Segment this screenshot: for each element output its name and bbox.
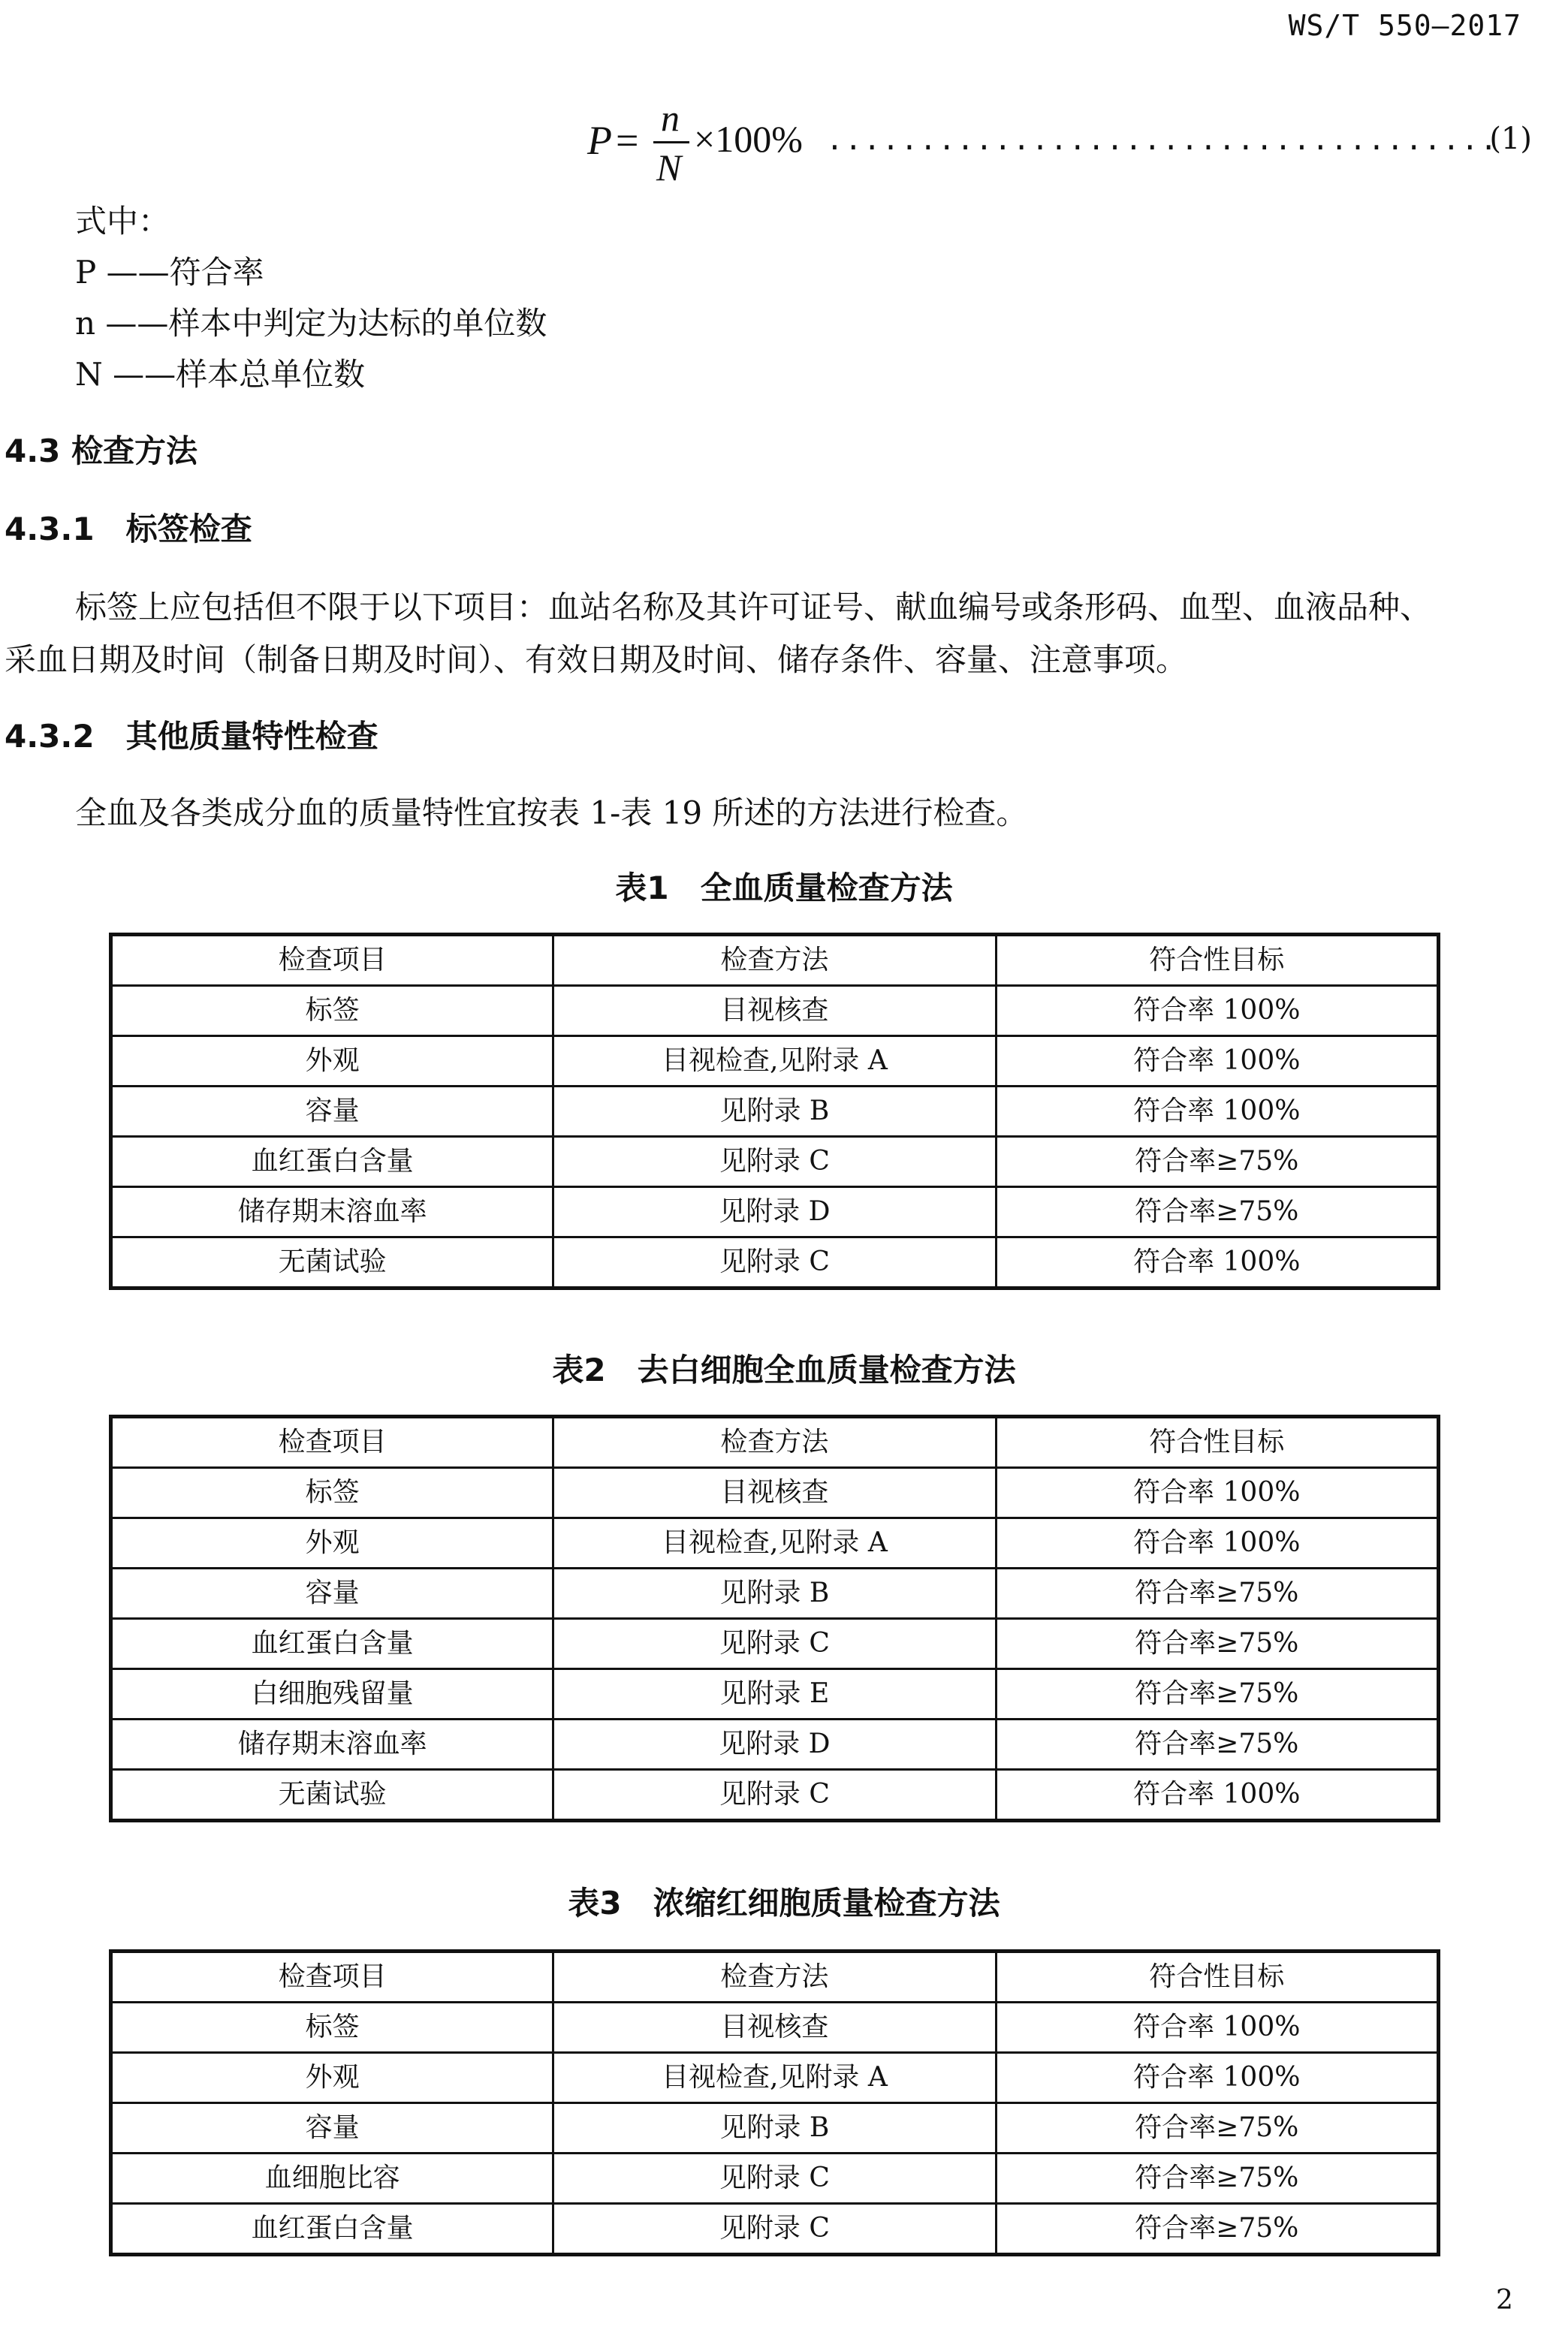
- formula-numerator: n: [661, 97, 680, 139]
- table-header-row: [111, 1952, 1439, 2003]
- formula-equals: =: [616, 118, 639, 163]
- paragraph-label-line-1: 标签上应包括但不限于以下项目：血站名称及其许可证号、献血编号或条形码、血型、血液品种、: [75, 589, 1432, 625]
- table-row: [111, 2103, 1439, 2154]
- table-cell: 符合率≥75%: [996, 2154, 1438, 2204]
- table-row: [111, 2053, 1439, 2103]
- table-cell: 见附录 C: [553, 1619, 996, 1669]
- where-label: 式中：: [75, 203, 170, 240]
- table-cell: 见附录 E: [553, 1669, 996, 1720]
- table-cell: 见附录 C: [553, 1137, 996, 1187]
- table-cell: 见附录 C: [553, 2154, 996, 2204]
- table-cell: 符合率 100%: [996, 1036, 1438, 1087]
- table-cell: 目视检查,见附录 A: [553, 2053, 996, 2103]
- table-cell: 符合率≥75%: [996, 1619, 1438, 1669]
- table-cell: 血红蛋白含量: [111, 2204, 553, 2255]
- fraction-bar: [653, 141, 689, 143]
- table-cell: 标签: [111, 2003, 553, 2053]
- formula-multiplier: ×100%: [694, 118, 803, 160]
- header-cell: 检查方法: [553, 1417, 996, 1468]
- table-cell: 符合率≥75%: [996, 1137, 1438, 1187]
- section-heading-4-3-2: 4.3.2 其他质量特性检查: [5, 718, 378, 755]
- table-cell: 符合率 100%: [996, 1237, 1438, 1289]
- table-cell: 符合率≥75%: [996, 2103, 1438, 2154]
- table-row: [111, 986, 1439, 1036]
- header-cell: 检查项目: [111, 1417, 553, 1468]
- table-cell: 见附录 B: [553, 2103, 996, 2154]
- table-cell: 符合率 100%: [996, 1087, 1438, 1137]
- table-cell: 见附录 B: [553, 1569, 996, 1619]
- formula-lhs: P: [587, 118, 612, 163]
- table-cell: 符合率 100%: [996, 986, 1438, 1036]
- table-cell: 见附录 D: [553, 1187, 996, 1237]
- table-2-caption: 表2 去白细胞全血质量检查方法: [552, 1352, 1016, 1388]
- table-cell: 见附录 D: [553, 1720, 996, 1770]
- table-3-caption: 表3 浓缩红细胞质量检查方法: [568, 1885, 1000, 1922]
- table-cell: 储存期末溶血率: [111, 1187, 553, 1237]
- table-cell: 容量: [111, 1087, 553, 1137]
- table-cell: 血红蛋白含量: [111, 1619, 553, 1669]
- table-cell: 外观: [111, 1518, 553, 1569]
- document-code-header: WS/T 550—2017: [1288, 9, 1521, 42]
- table-1-caption: 表1 全血质量检查方法: [615, 870, 953, 906]
- header-cell: 符合性目标: [996, 1952, 1438, 2003]
- table-cell: 标签: [111, 986, 553, 1036]
- table-2: [109, 1415, 1440, 1822]
- table-row: [111, 1187, 1439, 1237]
- table-header-row: [111, 1417, 1439, 1468]
- header-cell: 检查项目: [111, 935, 553, 986]
- table-3: [109, 1949, 1440, 2256]
- table-1: [109, 933, 1440, 1290]
- header-cell: 符合性目标: [996, 1417, 1438, 1468]
- table-row: [111, 1770, 1439, 1821]
- table-cell: 见附录 C: [553, 2204, 996, 2255]
- paragraph-label-line-2: 采血日期及时间（制备日期及时间）、有效日期及时间、储存条件、容量、注意事项。: [5, 641, 1188, 678]
- table-cell: 外观: [111, 1036, 553, 1087]
- section-heading-4-3-1: 4.3.1 标签检查: [5, 511, 252, 547]
- table-row: [111, 2154, 1439, 2204]
- table-cell: 符合率 100%: [996, 1518, 1438, 1569]
- page-number: 2: [1496, 2285, 1513, 2316]
- table-cell: 符合率≥75%: [996, 1569, 1438, 1619]
- definition-N: N ——样本总单位数: [75, 356, 366, 393]
- header-cell: 检查项目: [111, 1952, 553, 2003]
- table-cell: 血细胞比容: [111, 2154, 553, 2204]
- table-cell: 目视核查: [553, 2003, 996, 2053]
- table-cell: 白细胞残留量: [111, 1669, 553, 1720]
- paragraph-quality-check: 全血及各类成分血的质量特性宜按表 1-表 19 所述的方法进行检查。: [75, 794, 1028, 831]
- table-cell: 见附录 C: [553, 1770, 996, 1821]
- table-cell: 外观: [111, 2053, 553, 2103]
- formula-denominator: N: [656, 146, 682, 188]
- table-cell: 目视核查: [553, 1468, 996, 1518]
- table-cell: 符合率≥75%: [996, 1720, 1438, 1770]
- table-cell: 标签: [111, 1468, 553, 1518]
- table-cell: 符合率 100%: [996, 1770, 1438, 1821]
- table-row: [111, 1468, 1439, 1518]
- table-cell: 见附录 B: [553, 1087, 996, 1137]
- table-header-row: [111, 935, 1439, 986]
- table-row: [111, 1619, 1439, 1669]
- table-row: [111, 2003, 1439, 2053]
- table-cell: 符合率≥75%: [996, 1187, 1438, 1237]
- table-cell: 符合率 100%: [996, 1468, 1438, 1518]
- table-row: [111, 2204, 1439, 2255]
- definition-p: P ——符合率: [75, 254, 264, 291]
- table-row: [111, 1720, 1439, 1770]
- formula-number: (1): [1489, 122, 1532, 156]
- table-cell: 血红蛋白含量: [111, 1137, 553, 1187]
- table-cell: 无菌试验: [111, 1770, 553, 1821]
- table-cell: 符合率≥75%: [996, 2204, 1438, 2255]
- table-row: [111, 1036, 1439, 1087]
- table-cell: 目视核查: [553, 986, 996, 1036]
- table-row: [111, 1237, 1439, 1289]
- table-row: [111, 1137, 1439, 1187]
- table-row: [111, 1087, 1439, 1137]
- table-cell: 容量: [111, 1569, 553, 1619]
- formula-leader-dots: ....................................: [826, 123, 1499, 156]
- table-row: [111, 1669, 1439, 1720]
- table-row: [111, 1569, 1439, 1619]
- formula-1: [578, 96, 1547, 194]
- table-cell: 目视检查,见附录 A: [553, 1518, 996, 1569]
- header-cell: 符合性目标: [996, 935, 1438, 986]
- header-cell: 检查方法: [553, 935, 996, 986]
- table-cell: 符合率 100%: [996, 2053, 1438, 2103]
- definition-n: n ——样本中判定为达标的单位数: [75, 305, 547, 342]
- section-heading-4-3: 4.3 检查方法: [5, 433, 198, 469]
- table-row: [111, 1518, 1439, 1569]
- table-cell: 符合率 100%: [996, 2003, 1438, 2053]
- table-cell: 无菌试验: [111, 1237, 553, 1289]
- header-cell: 检查方法: [553, 1952, 996, 2003]
- table-cell: 见附录 C: [553, 1237, 996, 1289]
- table-cell: 符合率≥75%: [996, 1669, 1438, 1720]
- table-cell: 储存期末溶血率: [111, 1720, 553, 1770]
- table-cell: 目视检查,见附录 A: [553, 1036, 996, 1087]
- table-cell: 容量: [111, 2103, 553, 2154]
